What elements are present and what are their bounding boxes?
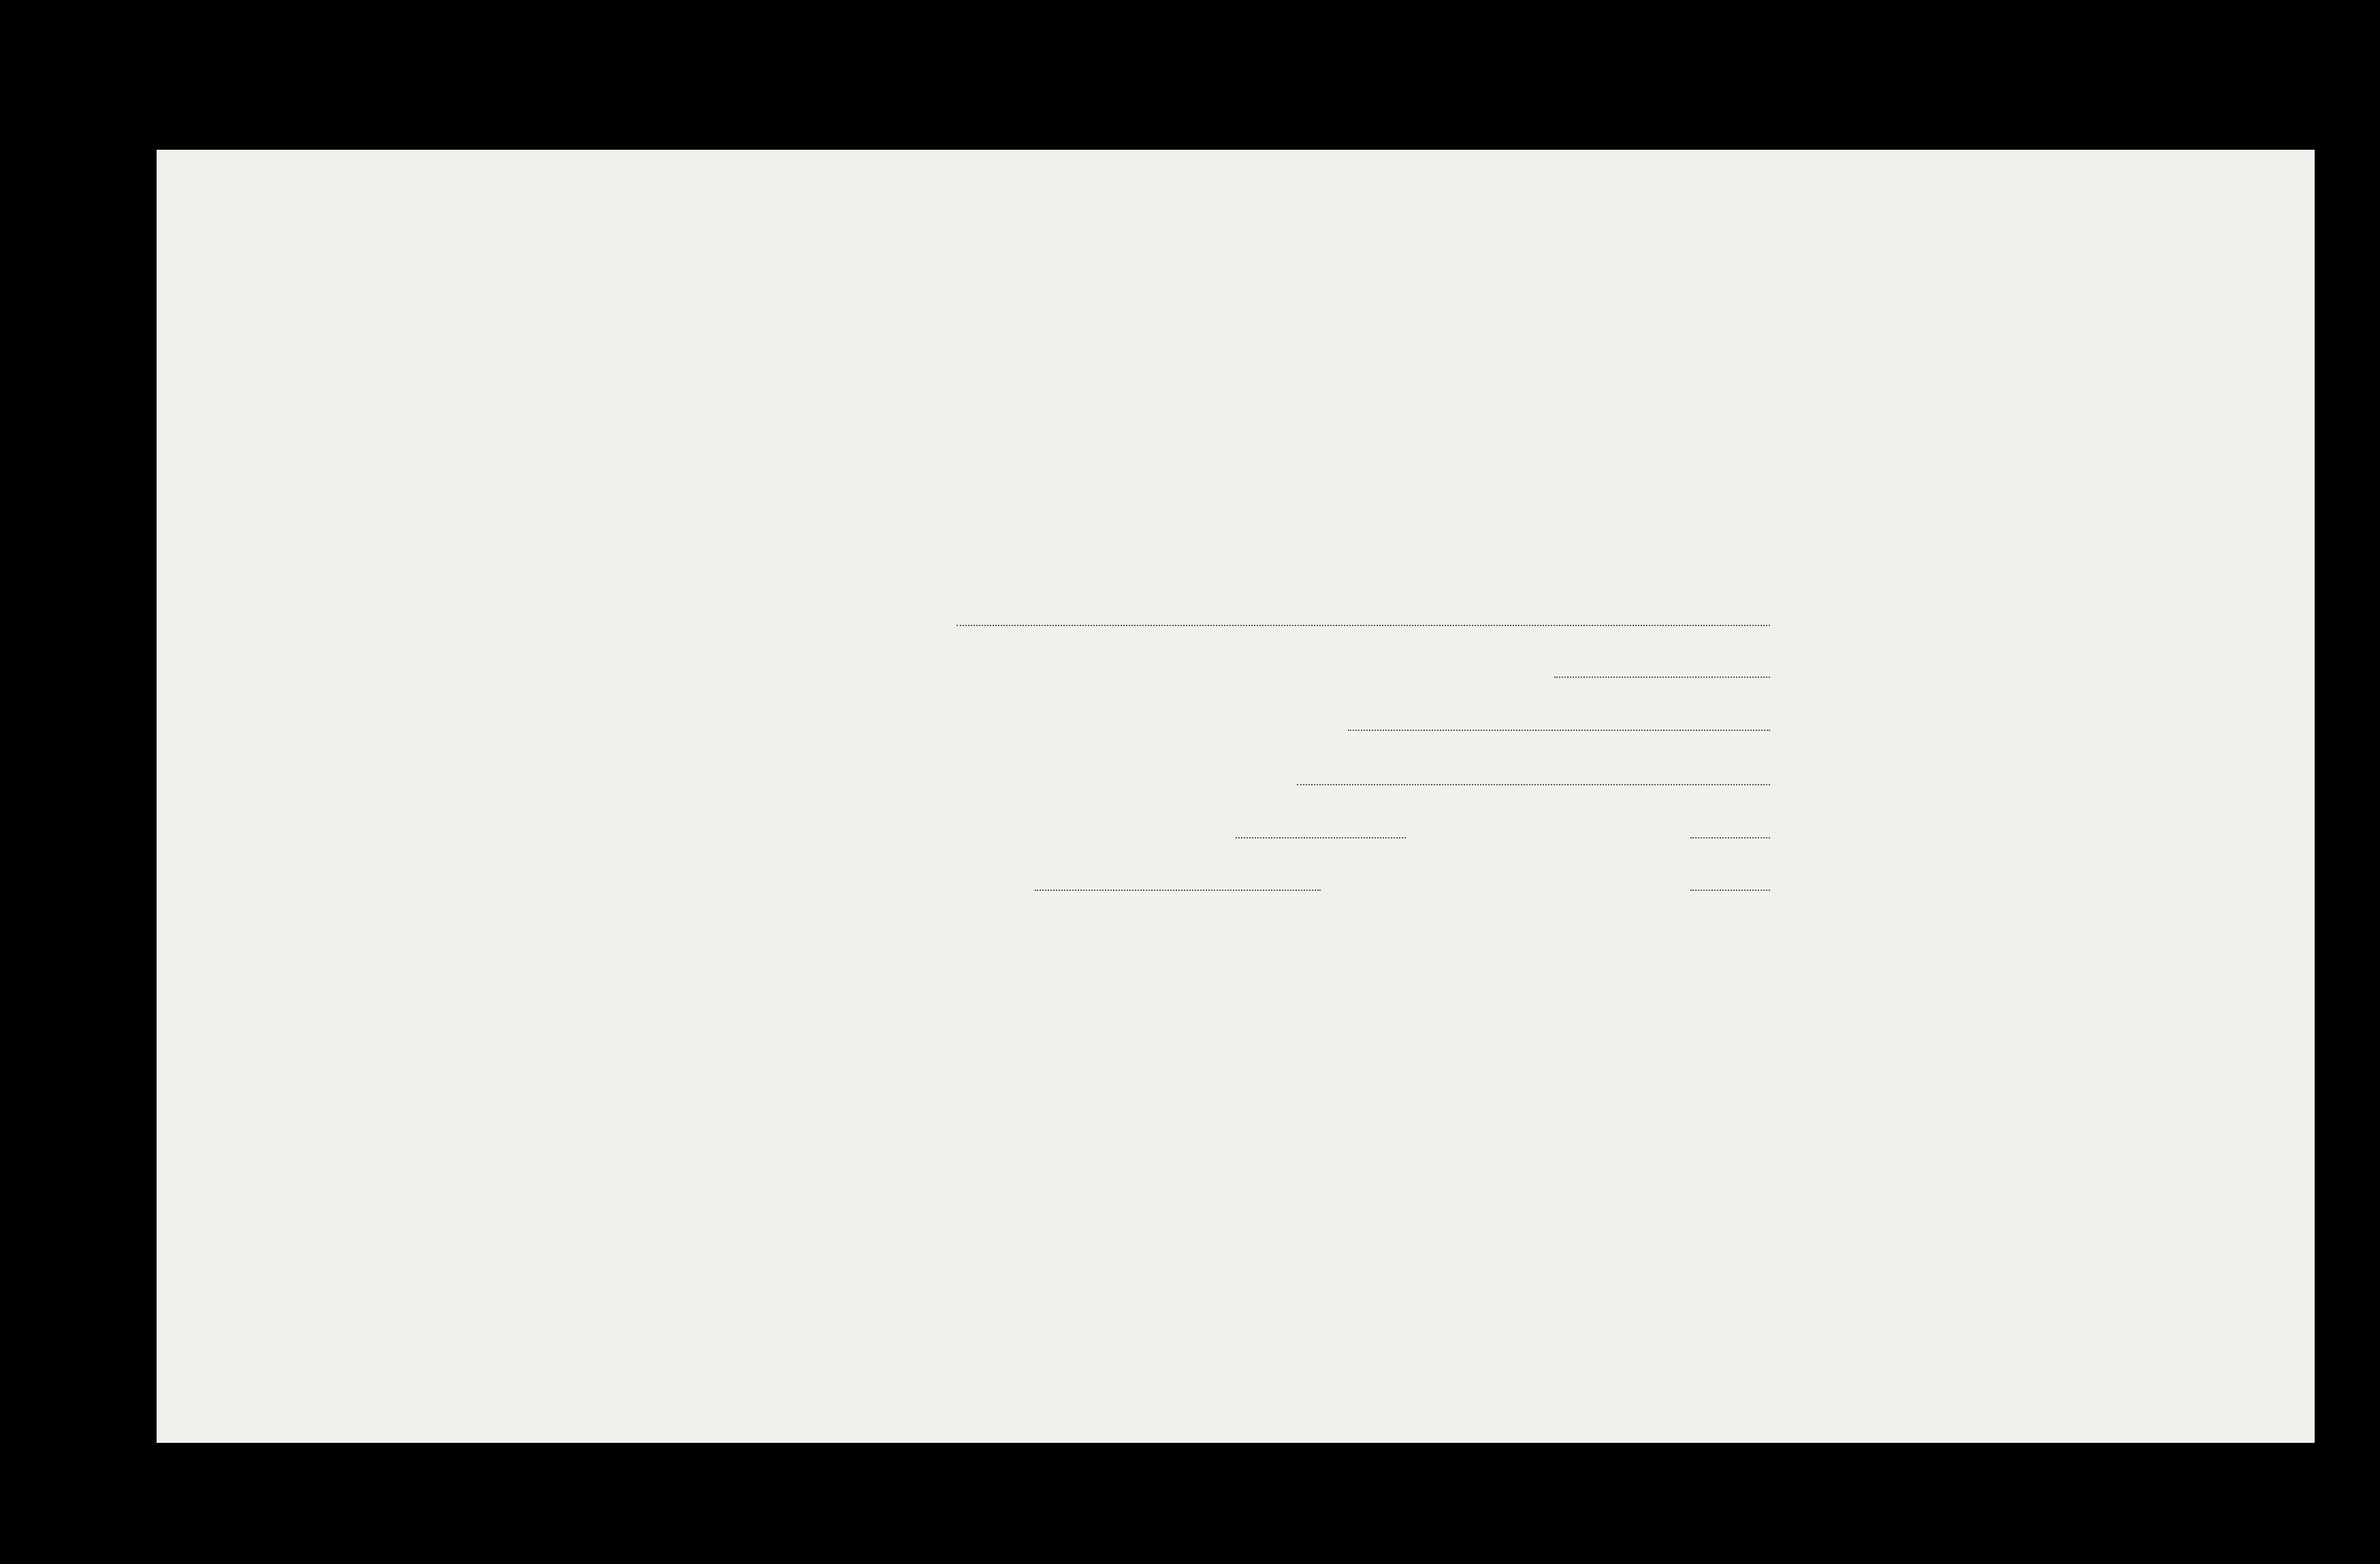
q1-answer-line[interactable]	[956, 625, 1770, 626]
q5b-answer-line[interactable]	[1690, 837, 1770, 838]
q5a-answer-line[interactable]	[1236, 837, 1406, 838]
population-title	[1797, 490, 1852, 912]
q3-answer-line[interactable]	[1348, 730, 1770, 731]
q6a-answer-line[interactable]	[1035, 890, 1321, 891]
q4-answer-line[interactable]	[1297, 784, 1770, 785]
hired-workers-title	[391, 490, 453, 939]
q2-answer-line[interactable]	[1554, 677, 1770, 678]
nadel-group-label	[172, 1120, 220, 1235]
edge-text	[2282, 1293, 2323, 1395]
vne-group-label	[166, 1233, 225, 1356]
q6b-answer-line[interactable]	[1690, 890, 1770, 891]
